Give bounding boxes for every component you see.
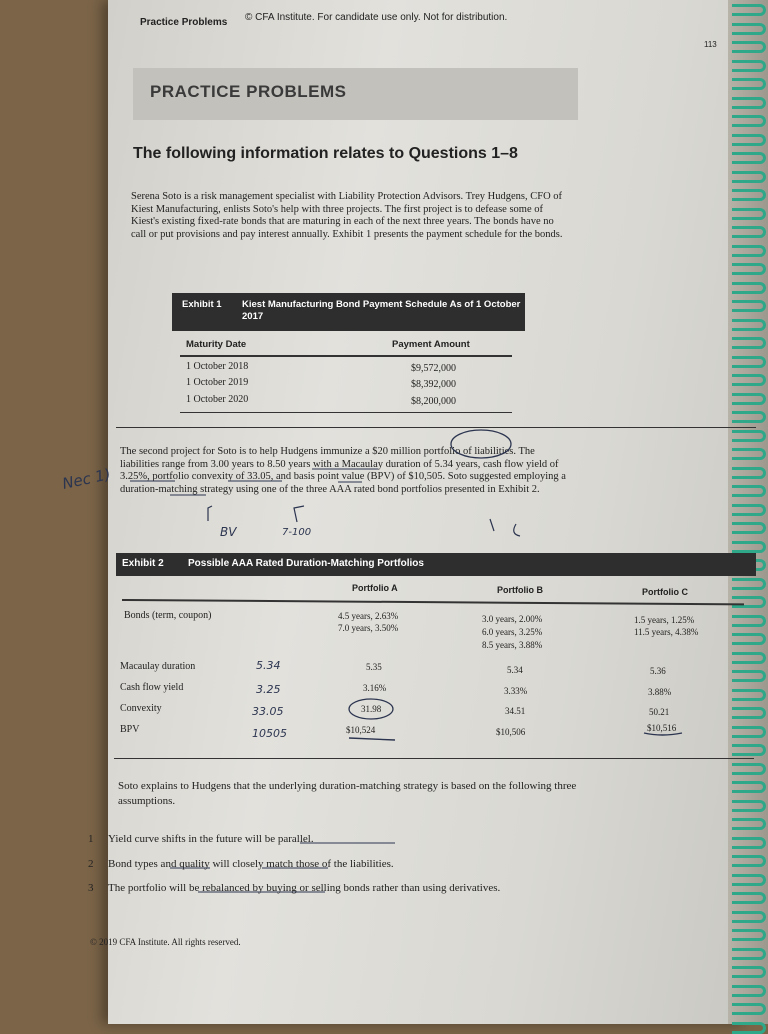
assumption-2-text: Bond types and quality will closely match those of the liabilities. [108,858,394,870]
page-number: 113 [704,40,717,49]
binding-ring [732,707,766,719]
portfolio-a-macaulay: 5.35 [366,662,382,672]
closing-paragraph: Soto explains to Hudgens that the underlying duration-matching strategy is based on the following three assumptions. [118,780,577,807]
binding-ring [732,966,766,978]
binding-ring [732,781,766,793]
second-paragraph: The second project for Soto is to help Hudgens immunize a $20 million portfolio of liabilities. The liabilities range from 3.00 years to 8.50 years with a Macaulay duration of 5.34 years, cash flow yield of 3.25%, portfolio convexity of 33.05, and basis point value (BPV) of $10,505. Soto suggested employing a duration-matching strategy using one of the three AAA rated bond portfolios presented in Exhibit 2. [120,446,566,495]
metric-label-bpv: BPV [120,724,140,735]
binding-ring [732,485,766,497]
binding-ring [732,374,766,386]
exhibit1-row1-date: 1 October 2018 [186,361,249,372]
exhibit1-header-rule [180,355,512,357]
binding-ring [732,892,766,904]
exhibit1-row3-date: 1 October 2020 [186,394,249,405]
portfolio-c-bond-2: 11.5 years, 4.38% [634,627,699,637]
binding-ring [732,578,766,590]
binding-ring [732,208,766,220]
assumption-3-text: The portfolio will be rebalanced by buying or selling bonds rather than using derivatives. [108,882,501,894]
binding-ring [732,60,766,72]
binding-ring [732,245,766,257]
binding-ring [732,744,766,756]
binding-ring [732,985,766,997]
binding-ring [732,929,766,941]
binding-ring [732,1022,766,1034]
binding-ring [732,411,766,423]
section-divider [116,427,756,428]
portfolio-b-bond-2: 6.0 years, 3.25% [482,627,543,637]
exhibit2-col-portfolio-b: Portfolio B [497,585,543,595]
assumption-1-text: Yield curve shifts in the future will be parallel. [108,833,314,845]
metric-label-convexity: Convexity [120,703,162,714]
metric-label-macaulay: Macaulay duration [120,661,196,672]
binding-ring [732,282,766,294]
binding-ring [732,504,766,516]
binding-ring [732,134,766,146]
binding-ring [732,319,766,331]
portfolio-b-bond-3: 8.5 years, 3.88% [482,640,543,650]
binding-ring [732,78,766,90]
portfolio-a-bpv: $10,524 [346,725,376,735]
binding-ring [732,467,766,479]
handwritten-bpv: 10505 [252,727,287,740]
binding-ring [732,23,766,35]
binding-ring [732,115,766,127]
binding-ring [732,152,766,164]
binding-ring [732,726,766,738]
exhibit2-title: Possible AAA Rated Duration-Matching Portfolios [188,558,424,569]
exhibit2-label: Exhibit 2 [122,558,164,569]
binding-ring [732,670,766,682]
binding-ring [732,948,766,960]
binding-ring [732,800,766,812]
distribution-notice: © CFA Institute. For candidate use only. Not for distribution. [245,12,508,23]
exhibit2-col-portfolio-c: Portfolio C [642,587,688,597]
handwritten-convexity: 33.05 [252,705,284,718]
portfolio-c-yield: 3.88% [648,687,672,697]
binding-ring [732,393,766,405]
exhibit1-label: Exhibit 1 [182,299,222,310]
handwritten-yield: 3.25 [256,683,281,696]
binding-ring [732,633,766,645]
running-header-section: Practice Problems [140,17,228,28]
binding-ring [732,837,766,849]
binding-ring [732,855,766,867]
exhibit2-bottom-rule [114,758,754,759]
binding-ring [732,430,766,442]
handwritten-margin-note: Nec 1) [60,465,113,493]
exhibit1-col-maturity: Maturity Date [186,339,247,350]
binding-ring [732,263,766,275]
assumption-2-num: 2 [88,858,94,870]
exhibit1-row3-amount: $8,200,000 [411,396,456,407]
exhibit1-row1-amount: $9,572,000 [411,363,456,374]
binding-ring [732,874,766,886]
binding-ring [732,818,766,830]
exhibit1-col-amount: Payment Amount [392,339,470,350]
binding-ring [732,522,766,534]
binding-ring [732,226,766,238]
copyright-notice: © 2019 CFA Institute. All rights reserved. [90,937,241,947]
binding-ring [732,448,766,460]
exhibit1-row2-amount: $8,392,000 [411,379,456,390]
binding-ring [732,1003,766,1015]
binding-ring [732,541,766,553]
binding-ring [732,337,766,349]
exhibit1-bottom-rule [180,412,512,413]
portfolio-a-convexity: 31.98 [361,704,382,714]
binding-ring [732,356,766,368]
portfolio-c-convexity: 50.21 [649,707,670,717]
binding-ring [732,763,766,775]
portfolio-b-bond-1: 3.0 years, 2.00% [482,614,543,624]
exhibit1-row2-date: 1 October 2019 [186,377,249,388]
binding-ring [732,596,766,608]
portfolio-b-bpv: $10,506 [496,727,526,737]
metric-label-yield: Cash flow yield [120,682,184,693]
binding-ring [732,689,766,701]
binding-ring [732,911,766,923]
question-heading: The following information relates to Questions 1–8 [133,145,518,162]
assumption-1-num: 1 [88,833,94,845]
portfolio-a-bond-1: 4.5 years, 2.63% [338,611,399,621]
binding-ring [732,97,766,109]
portfolio-b-macaulay: 5.34 [507,665,523,675]
binding-ring [732,189,766,201]
exhibit2-bonds-label: Bonds (term, coupon) [124,610,212,621]
binding-ring [732,41,766,53]
handwritten-100: 7-100 [282,527,312,538]
handwritten-duration: 5.34 [256,659,281,672]
intro-paragraph: Serena Soto is a risk management specialist with Liability Protection Advisors. Trey Hudgens, CFO of Kiest Manufacturing, enlists Soto's help with three projects. The first project is to defease some of Kiest's existing fixed-rate bonds that are maturing in each of the next three years. The bonds have no call or put provisions and pay interest annually. Exhibit 1 presents the payment schedule for the bonds. [131,191,563,240]
page-title: PRACTICE PROBLEMS [150,82,347,101]
portfolio-b-convexity: 34.51 [505,706,526,716]
binding-ring [732,652,766,664]
binding-ring [732,4,766,16]
portfolio-a-bond-2: 7.0 years, 3.50% [338,623,399,633]
portfolio-c-bpv: $10,516 [647,723,677,733]
binding-ring [732,615,766,627]
binding-ring [732,171,766,183]
portfolio-c-macaulay: 5.36 [650,666,666,676]
assumption-3-num: 3 [88,882,94,894]
portfolio-c-bond-1: 1.5 years, 1.25% [634,615,695,625]
binding-ring [732,300,766,312]
exhibit1-title: Kiest Manufacturing Bond Payment Schedule As of 1 October 2017 [242,299,521,322]
portfolio-a-yield: 3.16% [363,683,387,693]
portfolio-b-yield: 3.33% [504,686,528,696]
exhibit2-col-portfolio-a: Portfolio A [352,583,398,593]
handwritten-bv: BV [220,525,237,539]
